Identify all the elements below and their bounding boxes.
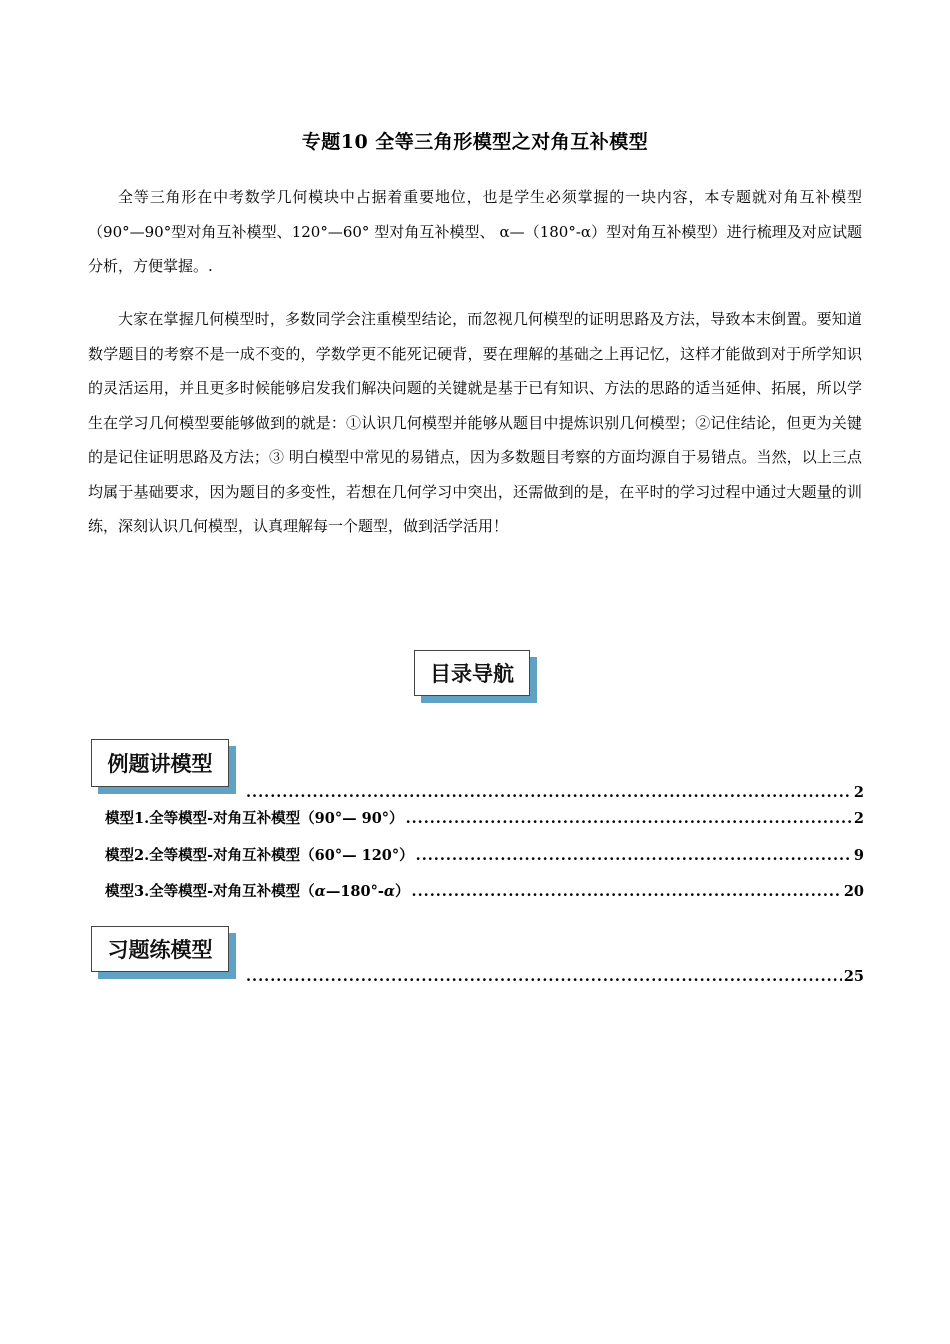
toc-leader-dots xyxy=(406,810,852,827)
toc-page-number: 25 xyxy=(843,968,864,985)
toc-page-number: 9 xyxy=(853,847,864,864)
toc-entry-model-1[interactable] xyxy=(105,807,864,828)
page-title: 专题10 全等三角形模型之对角互补模型 xyxy=(301,131,649,153)
toc-nav-heading: 目录导航 xyxy=(414,650,530,696)
toc-entry-label: 模型1.全等模型-对角互补模型（90°— 90°） xyxy=(105,810,404,827)
toc-page-number: 20 xyxy=(843,883,864,900)
examples-section-heading: 例题讲模型 xyxy=(91,739,229,787)
toc-leader-dots xyxy=(412,883,842,900)
toc-leader-dots xyxy=(246,968,842,985)
toc-entry-label: 模型3.全等模型-对角互补模型（α—180°-α） xyxy=(105,883,410,900)
intro-paragraph: 全等三角形在中考数学几何模块中占据着重要地位，也是学生必须掌握的一块内容，本专题就对角互补模型（90°—90°型对角互补模型、120°—60° 型对角互补模型、 α—（180°-α）型对角互补模型）进行梳理及对应试题分析，方便掌握。. xyxy=(88,188,862,275)
toc-leader-dots xyxy=(246,784,852,801)
toc-page-number: 2 xyxy=(853,784,864,801)
toc-leader-dots xyxy=(416,847,852,864)
toc-entry-label: 模型2.全等模型-对角互补模型（60°— 120°） xyxy=(105,847,414,864)
method-paragraph: 大家在掌握几何模型时，多数同学会注重模型结论，而忽视几何模型的证明思路及方法，导致本末倒置。要知道数学题目的考察不是一成不变的，学数学更不能死记硬背，要在理解的基础之上再记忆，这样才能做到对于所学知识的灵活运用，并且更多时候能够启发我们解决问题的关键就是基于已有知识、方法的思路的适当延伸、拓展，所以学生在学习几何模型要能够做到的就是：①认识几何模型并能够从题目中提炼识别几何模型；②记住结论，但更为关键的是记住证明思路及方法；③ 明白模型中常见的易错点，因为多数题目考察的方面均源自于易错点。当然，以上三点均属于基础要求，因为题目的多变性，若想在几何学习中突出，还需做到的是，在平时的学习过程中通过大题量的训练，深刻认识几何模型，认真理解每一个题型，做到活学活用！ xyxy=(88,310,862,535)
practice-section-heading: 习题练模型 xyxy=(91,926,229,972)
toc-entry-practice[interactable] xyxy=(244,968,864,985)
toc-page-number: 2 xyxy=(853,810,864,827)
toc-entry-model-2[interactable] xyxy=(105,844,864,865)
toc-entry-model-3[interactable] xyxy=(105,880,864,901)
toc-entry-examples[interactable] xyxy=(244,784,864,801)
